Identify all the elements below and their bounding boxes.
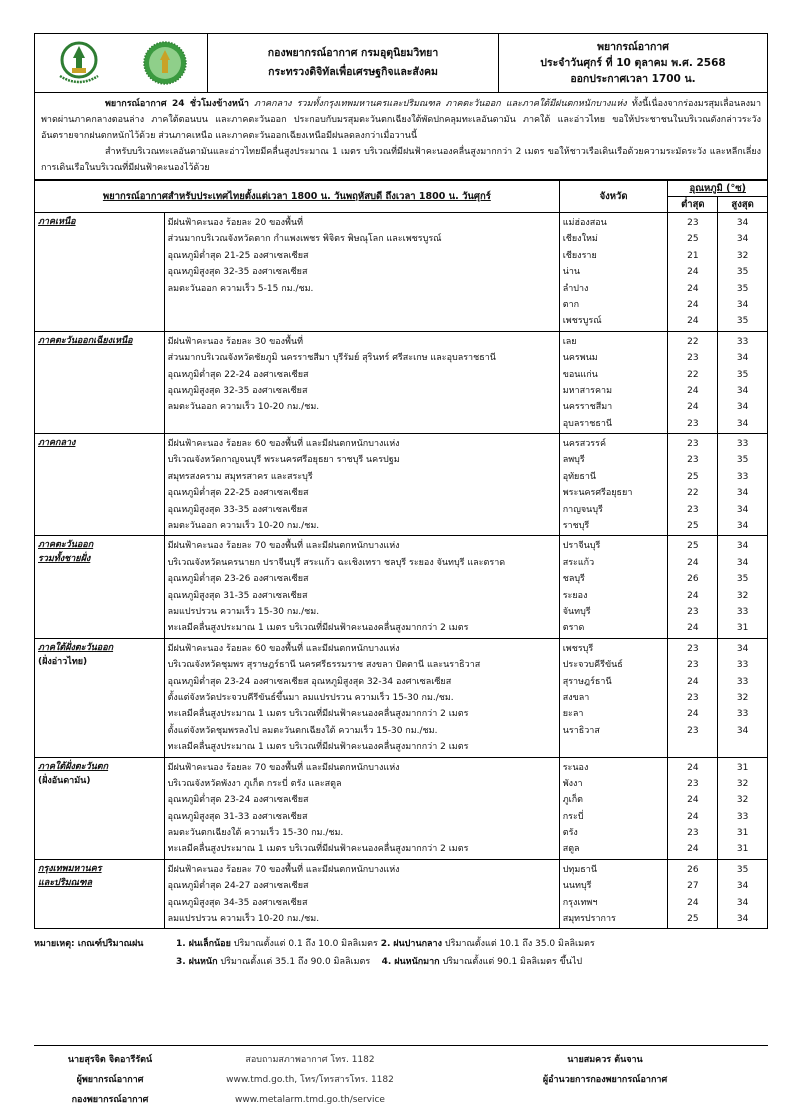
director-signature: [480, 1050, 730, 1090]
temp-max-column: [718, 536, 768, 638]
temp-max: 34: [736, 218, 749, 228]
description-line: อุณหภูมิสูงสุด 32-35 องศาเซลเซียส: [167, 385, 308, 396]
region-name-cell: [35, 859, 165, 929]
temp-max: 34: [736, 557, 749, 568]
temp-min-column: [668, 434, 718, 536]
region-name-cell: [35, 757, 165, 859]
mdes-logo-icon: [142, 40, 188, 86]
region-description: [164, 757, 559, 859]
province-name-column: [559, 434, 668, 536]
province-name-column: [559, 331, 668, 433]
note-desc: ปริมาณตั้งแต่ 35.1 ถึง 90.0 มิลลิเมตร: [220, 957, 371, 968]
temp-min: 24: [687, 267, 699, 278]
description-line: บริเวณจังหวัดพังงา ภูเก็ต กระบี่ ตรัง และสตูล: [167, 778, 342, 789]
region-description: [164, 536, 559, 638]
region-name-line2: และปริมณฑล: [38, 877, 92, 888]
province-name: ปราจีนบุรี: [562, 541, 601, 552]
province-name: สมุทรปราการ: [562, 914, 616, 925]
temp-max: 35: [736, 369, 749, 380]
signature-divider: [34, 1045, 768, 1046]
temp-max: 32: [736, 250, 749, 261]
temp-min: 25: [687, 541, 699, 552]
province-name: สระแก้ว: [562, 557, 595, 568]
region-name: ภาคตะวันออก: [38, 540, 94, 551]
temp-max: 33: [736, 439, 749, 450]
region-description: [164, 859, 559, 929]
province-name: ตรัง: [562, 828, 578, 839]
description-line: อุณหภูมิต่ำสุด 23-26 องศาเซลเซียส: [167, 574, 309, 585]
province-name-column: [559, 536, 668, 638]
province-name: นนทบุรี: [562, 881, 592, 892]
region-description: [164, 638, 559, 757]
temp-max: 34: [736, 521, 749, 532]
temp-min: 21: [687, 250, 699, 261]
temp-max: 33: [736, 336, 749, 347]
org-line-1: กองพยากรณ์อากาศ กรมอุตุนิยมวิทยา: [267, 47, 439, 59]
temp-min-column: [668, 331, 718, 433]
temp-max: 31: [736, 623, 749, 634]
temp-min-column: [668, 859, 718, 929]
description-line: มีฝนฟ้าคะนอง ร้อยละ 20 ของพื้นที่: [167, 218, 304, 228]
temp-max: 32: [736, 778, 749, 789]
temp-max: 34: [736, 488, 749, 499]
notes-label: หมายเหตุ: เกณฑ์ปริมาณฝน: [34, 939, 144, 950]
temp-max: 34: [736, 881, 749, 892]
tmd-logo-icon: [54, 38, 104, 88]
province-name: ยะลา: [562, 709, 584, 720]
temp-max: 32: [736, 590, 749, 601]
province-name: ปทุมธานี: [562, 864, 597, 875]
temp-min: 23: [687, 660, 699, 671]
temp-min: 24: [687, 402, 699, 413]
temp-min: 26: [687, 574, 699, 585]
province-name: ลำปาง: [562, 283, 589, 294]
province-name: สงขลา: [562, 692, 590, 703]
region-subtitle: รวมทั้งชายฝั่ง: [38, 554, 91, 565]
province-name: น่าน: [562, 267, 581, 278]
description-line: มีฝนฟ้าคะนอง ร้อยละ 30 ของพื้นที่: [167, 336, 304, 347]
description-line: อุณหภูมิสูงสุด 31-35 องศาเซลเซียส: [167, 590, 308, 601]
temp-max: 35: [736, 267, 749, 278]
temp-min: 23: [687, 353, 699, 364]
temp-min: 25: [687, 471, 699, 482]
forecast-document: [34, 33, 768, 971]
province-name: ตราด: [562, 623, 585, 634]
temp-max-column: [718, 213, 768, 332]
province-name: ตาก: [562, 299, 580, 310]
description-line: บริเวณจังหวัดกาญจนบุรี พระนครศรีอยุธยา ราชบุรี นครปฐม: [167, 455, 400, 466]
temp-min: 24: [687, 557, 699, 568]
table-body: [35, 213, 768, 929]
title-block: [499, 34, 767, 92]
forecaster-role: ผู้พยากรณ์อากาศ: [76, 1075, 144, 1085]
temp-min: 23: [687, 828, 699, 839]
logos: [35, 34, 208, 92]
note-num: 3.: [176, 957, 186, 968]
description-line: มีฝนฟ้าคะนอง ร้อยละ 60 ของพื้นที่ และมีฝนตกหนักบางแห่ง: [167, 643, 400, 654]
temp-max-column: [718, 331, 768, 433]
description-line: มีฝนฟ้าคะนอง ร้อยละ 70 ของพื้นที่ และมีฝนตกหนักบางแห่ง: [167, 762, 400, 773]
director-name: นายสมควร ต้นจาน: [567, 1055, 643, 1065]
province-name: พระนครศรีอยุธยา: [562, 488, 633, 499]
temp-min: 24: [687, 897, 699, 908]
description-line: ทะเลมีคลื่นสูงประมาณ 1 เมตร บริเวณที่มีฝนฟ้าคะนองคลื่นสูงมากกว่า 2 เมตร: [167, 623, 469, 634]
note-num: 2.: [380, 939, 391, 950]
description-line: มีฝนฟ้าคะนอง ร้อยละ 70 ของพื้นที่ และมีฝนตกหนักบางแห่ง: [167, 541, 400, 552]
province-name: เชียงราย: [562, 250, 597, 261]
province-name: นครสวรรค์: [562, 439, 606, 450]
province-name-column: [559, 213, 668, 332]
temp-max: 33: [736, 676, 749, 687]
region-name: ภาคใต้ฝั่งตะวันออก: [38, 642, 114, 653]
description-line: อุณหภูมิต่ำสุด 22-24 องศาเซลเซียส: [167, 369, 309, 380]
temp-min: 22: [687, 336, 699, 347]
description-line: สมุทรสงคราม สมุทรสาคร และสระบุรี: [167, 471, 313, 482]
temp-max: 31: [736, 762, 749, 773]
province-name: ระนอง: [562, 762, 589, 773]
temp-min: 23: [687, 606, 699, 617]
notes-row-2: [176, 953, 595, 971]
description-line: ทะเลมีคลื่นสูงประมาณ 1 เมตร บริเวณที่มีฝนฟ้าคะนองคลื่นสูงมากกว่า 2 เมตร: [167, 742, 469, 753]
doc-date: ประจำวันศุกร์ ที่ 10 ตุลาคม พ.ศ. 2568: [540, 57, 726, 69]
temp-max-column: [718, 434, 768, 536]
forecaster-name: นายสุรจิต จิตอารีรัตน์: [67, 1055, 153, 1065]
temp-min: 24: [687, 762, 699, 773]
description-line: อุณหภูมิสูงสุด 32-35 องศาเซลเซียส: [167, 267, 308, 278]
temp-max-column: [718, 638, 768, 757]
temp-min: 24: [687, 590, 699, 601]
temp-min: 24: [687, 676, 699, 687]
province-name: เพชรบุรี: [562, 643, 594, 654]
temp-max: 31: [736, 828, 749, 839]
description-line: อุณหภูมิต่ำสุด 23-24 องศาเซลเซียส: [167, 795, 309, 806]
summary-paragraph-1: [41, 96, 761, 144]
description-line: ทะเลมีคลื่นสูงประมาณ 1 เมตร บริเวณที่มีฝนฟ้าคะนองคลื่นสูงมากกว่า 2 เมตร: [167, 844, 469, 855]
temp-max: 34: [736, 402, 749, 413]
description-line: ลมตะวันออก ความเร็ว 10-20 กม./ชม.: [167, 521, 320, 532]
temp-max-column: [718, 757, 768, 859]
description-line: อุณหภูมิสูงสุด 34-35 องศาเซลเซียส: [167, 897, 308, 908]
province-name: เชียงใหม่: [562, 234, 598, 245]
temp-max: 34: [736, 234, 749, 245]
province-name: สุราษฎร์ธานี: [562, 676, 612, 687]
temp-min-column: [668, 757, 718, 859]
description-line: ส่วนมากบริเวณจังหวัดชัยภูมิ นครราชสีมา บุรีรัมย์ สุรินทร์ ศรีสะเกษ และอุบลราชธานี: [167, 353, 496, 364]
description-line: ลมตะวันออก ความเร็ว 5-15 กม./ชม.: [167, 283, 314, 294]
temp-max: 34: [736, 897, 749, 908]
region-name: ภาคกลาง: [38, 438, 76, 449]
temp-min: 23: [687, 439, 699, 450]
temp-min: 24: [687, 709, 699, 720]
temp-min: 24: [687, 623, 699, 634]
description-line: ลมตะวันออก ความเร็ว 10-20 กม./ชม.: [167, 402, 320, 413]
note-desc: ปริมาณตั้งแต่ 0.1 ถึง 10.0 มิลลิเมตร: [233, 939, 378, 950]
description-line: บริเวณจังหวัดนครนายก ปราจีนบุรี สระแก้ว ฉะเชิงเทรา ชลบุรี ระยอง จันทบุรี และตราด: [167, 557, 506, 568]
temp-min: 25: [687, 521, 699, 532]
contact-phone: สอบถามสภาพอากาศ โทร. 1182: [245, 1055, 375, 1065]
province-name: สตูล: [562, 844, 580, 855]
description-line: อุณหภูมิต่ำสุด 22-25 องศาเซลเซียส: [167, 488, 309, 499]
province-name: นครพนม: [562, 353, 598, 364]
temp-max: 34: [736, 725, 749, 736]
province-name: ขอนแก่น: [562, 369, 598, 380]
temp-max: 33: [736, 606, 749, 617]
description-line: ทะเลมีคลื่นสูงประมาณ 1 เมตร บริเวณที่มีฝนฟ้าคะนองคลื่นสูงมากกว่า 2 เมตร: [167, 709, 469, 720]
description-line: อุณหภูมิสูงสุด 31-33 องศาเซลเซียส: [167, 811, 308, 822]
temp-min: 26: [687, 864, 699, 875]
temp-max: 34: [736, 299, 749, 310]
region-row: [35, 434, 768, 536]
table-header-temp: อุณหภูมิ (°ซ): [668, 181, 768, 197]
doc-issued-time: ออกประกาศเวลา 1700 น.: [570, 73, 696, 85]
province-name: ราชบุรี: [562, 521, 590, 532]
temp-max: 33: [736, 660, 749, 671]
temp-max: 34: [736, 914, 749, 925]
description-line: มีฝนฟ้าคะนอง ร้อยละ 60 ของพื้นที่ และมีฝนตกหนักบางแห่ง: [167, 439, 400, 450]
temp-min: 23: [687, 725, 699, 736]
temp-max: 34: [736, 541, 749, 552]
temp-min: 23: [687, 418, 699, 429]
temp-max: 35: [736, 574, 749, 585]
org-line-2: กระทรวงดิจิทัลเพื่อเศรษฐกิจและสังคม: [268, 66, 438, 78]
province-name: นครราชสีมา: [562, 402, 613, 413]
province-name: ระยอง: [562, 590, 588, 601]
province-name: ลพบุรี: [562, 455, 585, 466]
region-name-cell: [35, 331, 165, 433]
region-row: [35, 536, 768, 638]
region-row: [35, 638, 768, 757]
rain-criteria-notes: [34, 935, 768, 971]
description-line: ตั้งแต่จังหวัดชุมพรลงไป ลมตะวันตกเฉียงใต้ ความเร็ว 15-30 กม./ชม.: [167, 725, 438, 736]
description-line: อุณหภูมิต่ำสุด 24-27 องศาเซลเซียส: [167, 881, 309, 892]
note-term: ฝนหนักมาก: [394, 957, 440, 968]
temp-min: 23: [687, 218, 699, 228]
note-term: ฝนปานกลาง: [393, 939, 443, 950]
temp-min: 23: [687, 455, 699, 466]
temp-min: 24: [687, 385, 699, 396]
temp-min: 24: [687, 299, 699, 310]
temp-max: 35: [736, 316, 749, 327]
temp-min: 22: [687, 488, 699, 499]
description-line: อุณหภูมิต่ำสุด 21-25 องศาเซลเซียส: [167, 250, 309, 261]
region-name: ภาคใต้ฝั่งตะวันตก: [38, 761, 109, 772]
contact-info: [195, 1050, 425, 1110]
region-name-cell: [35, 434, 165, 536]
temp-max: 34: [736, 385, 749, 396]
description-line: อุณหภูมิสูงสุด 33-35 องศาเซลเซียส: [167, 504, 308, 515]
temp-min: 27: [687, 881, 699, 892]
province-name: แม่ฮ่องสอน: [562, 218, 607, 228]
forecaster-signature: [40, 1050, 180, 1110]
temp-max: 31: [736, 844, 749, 855]
table-header-min: ต่ำสุด: [668, 197, 718, 213]
description-line: บริเวณจังหวัดชุมพร สุราษฎร์ธานี นครศรีธรรมราช สงขลา ปัตตานี และนราธิวาส: [167, 660, 481, 671]
region-row: [35, 859, 768, 929]
temp-max: 33: [736, 811, 749, 822]
region-name-cell: [35, 536, 165, 638]
region-description: [164, 331, 559, 433]
doc-title: พยากรณ์อากาศ: [597, 41, 669, 53]
temp-max: 35: [736, 455, 749, 466]
description-line: มีฝนฟ้าคะนอง ร้อยละ 70 ของพื้นที่ และมีฝนตกหนักบางแห่ง: [167, 864, 400, 875]
province-name-column: [559, 859, 668, 929]
province-name: อุทัยธานี: [562, 471, 597, 482]
temp-min: 24: [687, 811, 699, 822]
summary-lead: พยากรณ์อากาศ 24 ชั่วโมงข้างหน้า: [105, 99, 249, 109]
notes-list: [176, 935, 595, 971]
temp-max: 33: [736, 709, 749, 720]
region-subtitle: (ฝั่งอันดามัน): [38, 775, 91, 786]
description-line: ส่วนมากบริเวณจังหวัดตาก กำแพงเพชร พิจิตร พิษณุโลก และเพชรบูรณ์: [167, 234, 442, 245]
temp-max: 32: [736, 795, 749, 806]
province-name: ชลบุรี: [562, 574, 585, 585]
table-header-main: พยากรณ์อากาศสำหรับประเทศไทยตั้งแต่เวลา 1800 น. วันพฤหัสบดี ถึงเวลา 1800 น. วันศุกร์: [35, 181, 560, 213]
temp-max: 35: [736, 864, 749, 875]
temp-min: 24: [687, 844, 699, 855]
contact-service-link[interactable]: www.metalarm.tmd.go.th/service: [235, 1095, 385, 1105]
temp-min: 24: [687, 316, 699, 327]
province-name: กาญจนบุรี: [562, 504, 603, 515]
director-role: ผู้อำนวยการกองพยากรณ์อากาศ: [542, 1075, 668, 1085]
temp-max: 34: [736, 353, 749, 364]
table-header-max: สูงสุด: [718, 197, 768, 213]
province-name: จันทบุรี: [562, 606, 591, 617]
temp-min-column: [668, 536, 718, 638]
region-row: [35, 331, 768, 433]
province-name-column: [559, 757, 668, 859]
region-description: [164, 213, 559, 332]
province-name: มหาสารคาม: [562, 385, 613, 396]
temp-min: 23: [687, 504, 699, 515]
temp-max: 34: [736, 643, 749, 654]
description-line: ตั้งแต่จังหวัดประจวบคีรีขันธ์ขึ้นมา ลมแปรปรวน ความเร็ว 15-30 กม./ชม.: [167, 692, 454, 703]
forecaster-unit: กองพยากรณ์อากาศ: [71, 1095, 149, 1105]
region-row: [35, 757, 768, 859]
temp-min: 24: [687, 283, 699, 294]
province-name: ประจวบคีรีขันธ์: [562, 660, 623, 671]
region-subtitle: (ฝั่งอ่าวไทย): [38, 656, 88, 667]
temp-min-column: [668, 638, 718, 757]
region-name: ภาคเหนือ: [38, 217, 76, 227]
temp-min: 23: [687, 692, 699, 703]
province-name: กระบี่: [562, 811, 584, 822]
province-name: อุบลราชธานี: [562, 418, 613, 429]
summary-paragraph-2: สำหรับบริเวณทะเลอันดามันและอ่าวไทยมีคลื่นสูงประมาณ 1 เมตร บริเวณที่มีฝนฟ้าคะนองคลื่นสูงมากกว่า 2 เมตร ขอให้ชาวเรือเดินเรือด้วยความระมัดระวัง และหลีกเลี่ยงการเดินเรือในบริเวณที่มีฝนฟ้าคะนองไว้ด้วย: [41, 147, 761, 173]
region-name-cell: [35, 213, 165, 332]
temp-min: 25: [687, 914, 699, 925]
temp-min: 22: [687, 369, 699, 380]
forecast-summary: [34, 93, 768, 180]
summary-rest: ทั้งนี้เนื่องจากร่องมรสุมเลื่อนลงมาพาดผ่านภาคกลางตอนล่าง ภาคใต้ตอนบน และภาคตะวันออก ประกอบกับมรสุมตะวันตกเฉียงใต้พัดปกคลุมทะเลอันดามัน ภาคใต้ และอ่าวไทย ขอให้ประชาชนในบริเวณดังกล่าวระวังอันตรายจากฝนตกหนักไว้ด้วย ส่วนภาคเหนือ และภาคตะวันออกเฉียงเหนือมีฝนลดลงกว่าเมื่อวานนี้: [41, 99, 762, 141]
temp-min: 23: [687, 643, 699, 654]
temp-max: 33: [736, 471, 749, 482]
description-line: ลมแปรปรวน ความเร็ว 10-20 กม./ชม.: [167, 914, 320, 925]
note-num: 1.: [176, 939, 186, 950]
province-name-column: [559, 638, 668, 757]
temp-min-column: [668, 213, 718, 332]
document-header: [34, 33, 768, 93]
temp-min: 25: [687, 234, 699, 245]
description-line: ลมตะวันตกเฉียงใต้ ความเร็ว 15-30 กม./ชม.: [167, 828, 344, 839]
note-term: ฝนเล็กน้อย: [188, 939, 231, 950]
province-name: พังงา: [562, 778, 583, 789]
province-name: ภูเก็ต: [562, 795, 584, 806]
note-num: 4.: [381, 957, 392, 968]
note-desc: ปริมาณตั้งแต่ 10.1 ถึง 35.0 มิลลิเมตร: [444, 939, 595, 950]
description-line: ลมแปรปรวน ความเร็ว 15-30 กม./ชม.: [167, 606, 320, 617]
note-term: ฝนหนัก: [188, 957, 218, 968]
temp-min: 24: [687, 795, 699, 806]
province-name: กรุงเทพฯ: [562, 897, 598, 908]
temp-min: 23: [687, 778, 699, 789]
table-header-province: จังหวัด: [559, 181, 668, 213]
temp-max: 32: [736, 692, 749, 703]
province-name: นราธิวาส: [562, 725, 600, 736]
description-line: อุณหภูมิต่ำสุด 23-24 องศาเซลเซียส อุณหภูมิสูงสุด 32-34 องศาเซลเซียส: [167, 676, 452, 687]
region-row: [35, 213, 768, 332]
region-name-cell: [35, 638, 165, 757]
forecast-table: [34, 180, 768, 929]
summary-italic: ภาคกลาง รวมทั้งกรุงเทพมหานครและปริมณฑล ภาคตะวันออก และภาคใต้มีฝนตกหนักบางแห่ง: [254, 99, 627, 109]
contact-website[interactable]: www.tmd.go.th, โทร/โทรสารโทร. 1182: [226, 1075, 394, 1085]
region-name: ภาคตะวันออกเฉียงเหนือ: [38, 335, 133, 346]
note-desc: ปริมาณตั้งแต่ 90.1 มิลลิเมตร ขึ้นไป: [442, 957, 583, 968]
province-name: เลย: [562, 336, 577, 347]
temp-max-column: [718, 859, 768, 929]
organization-block: [208, 34, 499, 92]
temp-max: 35: [736, 283, 749, 294]
notes-row-1: [176, 935, 595, 953]
region-name: กรุงเทพมหานคร: [38, 863, 102, 874]
region-description: [164, 434, 559, 536]
province-name: เพชรบูรณ์: [562, 316, 602, 327]
temp-max: 34: [736, 504, 749, 515]
temp-max: 34: [736, 418, 749, 429]
